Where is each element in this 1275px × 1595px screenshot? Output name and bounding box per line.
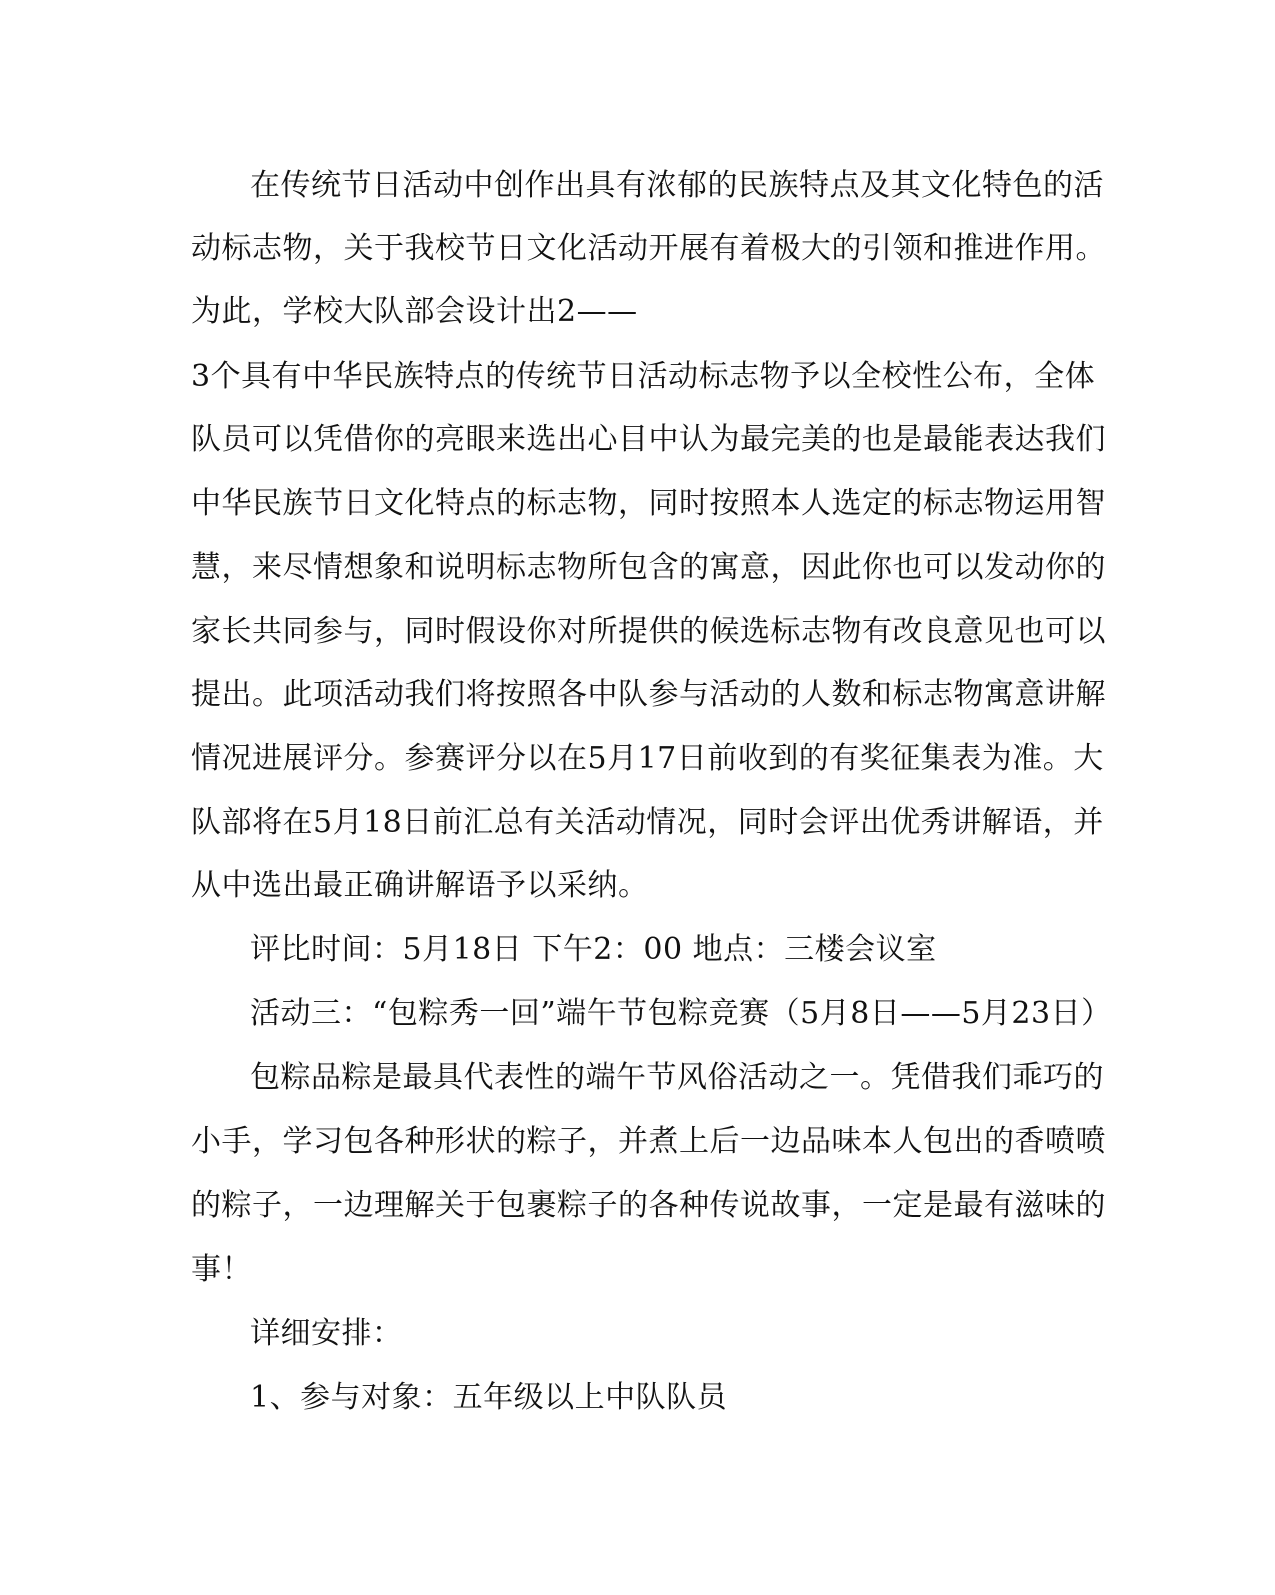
- subheading: 详细安排：: [250, 1316, 403, 1351]
- paragraph-line: 中华民族节日文化特点的标志物，同时按照本人选定的标志物运用智: [191, 486, 1106, 521]
- paragraph-line: 队员可以凭借你的亮眼来选出心目中认为最完美的也是最能表达我们: [191, 422, 1106, 457]
- paragraph-line: 小手，学习包各种形状的粽子，并煮上后一边品味本人包出的香喷喷: [191, 1124, 1106, 1159]
- paragraph-line: 慧，来尽情想象和说明标志物所包含的寓意，因此你也可以发动你的: [191, 550, 1106, 585]
- section-heading: 活动三：“包粽秀一回”端午节包粽竞赛（5月8日——5月23日）: [250, 996, 1112, 1031]
- schedule-line: 评比时间：5月18日 下午2：00 地点：三楼会议室: [250, 932, 937, 967]
- paragraph-line: 事！: [191, 1252, 252, 1287]
- paragraph-line: 包粽品粽是最具代表性的端午节风俗活动之一。凭借我们乖巧的: [250, 1060, 1104, 1095]
- paragraph-line: 从中选出最正确讲解语予以采纳。: [191, 868, 649, 903]
- paragraph-line: 3个具有中华民族特点的传统节日活动标志物予以全校性公布，全体: [191, 359, 1096, 394]
- list-item: 1、参与对象：五年级以上中队队员: [250, 1380, 728, 1415]
- paragraph-line: 动标志物，关于我校节日文化活动开展有着极大的引领和推进作用。: [191, 231, 1106, 266]
- paragraph-line: 为此，学校大队部会设计出2——: [191, 294, 638, 329]
- paragraph-line: 队部将在5月18日前汇总有关活动情况，同时会评出优秀讲解语，并: [191, 805, 1104, 840]
- paragraph-line: 提出。此项活动我们将按照各中队参与活动的人数和标志物寓意讲解: [191, 677, 1106, 712]
- paragraph-line: 在传统节日活动中创作出具有浓郁的民族特点及其文化特色的活: [250, 168, 1104, 203]
- paragraph-line: 家长共同参与，同时假设你对所提供的候选标志物有改良意见也可以: [191, 614, 1106, 649]
- paragraph-line: 情况进展评分。参赛评分以在5月17日前收到的有奖征集表为准。大: [191, 741, 1104, 776]
- paragraph-line: 的粽子，一边理解关于包裹粽子的各种传说故事，一定是最有滋味的: [191, 1188, 1106, 1223]
